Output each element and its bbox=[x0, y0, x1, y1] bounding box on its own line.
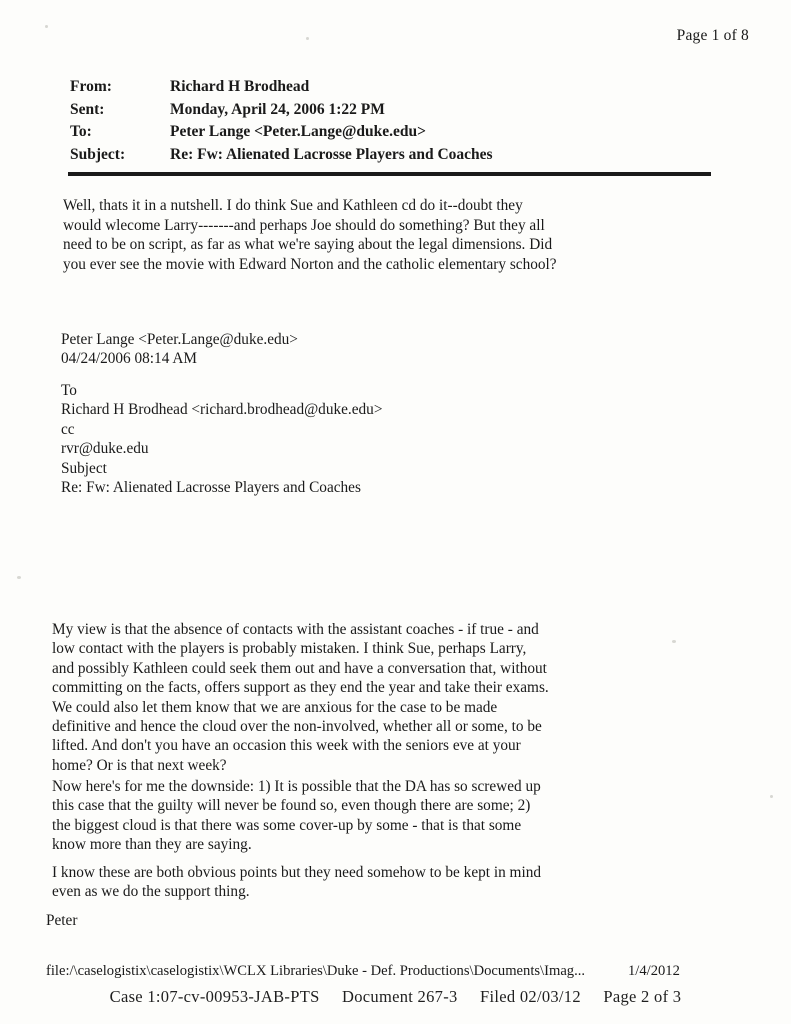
court-stamp-footer bbox=[0, 987, 791, 1007]
header-value-from: Richard H Brodhead bbox=[170, 78, 310, 95]
field-subject-label: Subject bbox=[61, 459, 107, 477]
scan-speck bbox=[306, 37, 309, 40]
field-subject-value: Re: Fw: Alienated Lacrosse Players and Coaches bbox=[61, 479, 361, 497]
court-case-number: Case 1:07-cv-00953-JAB-PTS bbox=[109, 987, 320, 1006]
field-to-value: Richard H Brodhead <richard.brodhead@duke.edu> bbox=[61, 401, 383, 419]
header-value-subject: Re: Fw: Alienated Lacrosse Players and Coaches bbox=[170, 145, 493, 163]
original-timestamp: 04/24/2006 08:14 AM bbox=[61, 350, 197, 368]
reply-message-text: Well, thats it in a nutshell. I do think Sue and Kathleen cd do it--doubt they would wlecome Larry-------and perhaps Joe should do something? But they all need to be on script, as far as what we're saying about the legal dimensions. Did you ever see the movie with Edward Norton and the catholic elementary school? bbox=[63, 197, 557, 273]
header-label-from: From: bbox=[70, 78, 112, 95]
court-document-id: Document 267-3 bbox=[342, 987, 458, 1006]
original-message-paragraph-3: I know these are both obvious points but they need somehow to be kept in mind even as we do the support thing. bbox=[52, 864, 541, 901]
footer-file-path: file:/\caselogistix\caselogistix\WCLX Libraries\Duke - Def. Productions\Documents\Imag... bbox=[46, 963, 586, 979]
court-page-number: Page 2 of 3 bbox=[603, 987, 682, 1006]
original-message-paragraph-1: My view is that the absence of contacts with the assistant coaches - if true - and low contact with the players is probably mistaken. I think Sue, perhaps Larry, and possibly Kathleen could seek them out and have a conversation that, without committing on the facts, offers support as they end the year and take their exams. We could also let them know that we are anxious for the case to be made definitive and hence the cloud over the non-involved, whether all or some, to be lifted. And don't you have an occasion this week with the seniors eve at your home? Or is that next week? bbox=[52, 621, 549, 774]
header-row-to bbox=[70, 123, 710, 141]
field-cc-label: cc bbox=[61, 420, 75, 438]
header-row-from bbox=[70, 78, 710, 96]
header-label-sent: Sent: bbox=[70, 100, 105, 118]
court-filed-date: Filed 02/03/12 bbox=[480, 987, 581, 1006]
header-label-to: To: bbox=[70, 123, 92, 140]
original-sender: Peter Lange <Peter.Lange@duke.edu> bbox=[61, 331, 298, 348]
page-number: Page 1 of 8 bbox=[676, 27, 749, 44]
field-cc-value: rvr@duke.edu bbox=[61, 440, 149, 458]
field-to-label: To bbox=[61, 382, 77, 399]
scan-speck bbox=[770, 795, 773, 798]
header-value-to: Peter Lange <Peter.Lange@duke.edu> bbox=[170, 123, 426, 140]
email-header bbox=[70, 78, 710, 168]
header-row-sent bbox=[70, 101, 710, 119]
header-divider-rule bbox=[68, 172, 711, 176]
header-label-subject: Subject: bbox=[70, 145, 126, 163]
footer-print-date: 1/4/2012 bbox=[628, 963, 680, 979]
original-message-paragraph-2: Now here's for me the downside: 1) It is possible that the DA has so screwed up this case that the guilty will never be found so, even though there are some; 2) the biggest cloud is that there was some cover-up by some - that is that some know more than they are saying. bbox=[52, 778, 541, 854]
scan-speck bbox=[45, 25, 48, 28]
original-message-signature: Peter bbox=[46, 912, 78, 929]
scan-speck bbox=[17, 576, 21, 579]
original-message-sender-block bbox=[61, 330, 521, 369]
header-row-subject bbox=[70, 146, 710, 164]
original-message-fields bbox=[61, 381, 531, 497]
scan-speck bbox=[672, 640, 676, 643]
header-value-sent: Monday, April 24, 2006 1:22 PM bbox=[170, 100, 385, 118]
